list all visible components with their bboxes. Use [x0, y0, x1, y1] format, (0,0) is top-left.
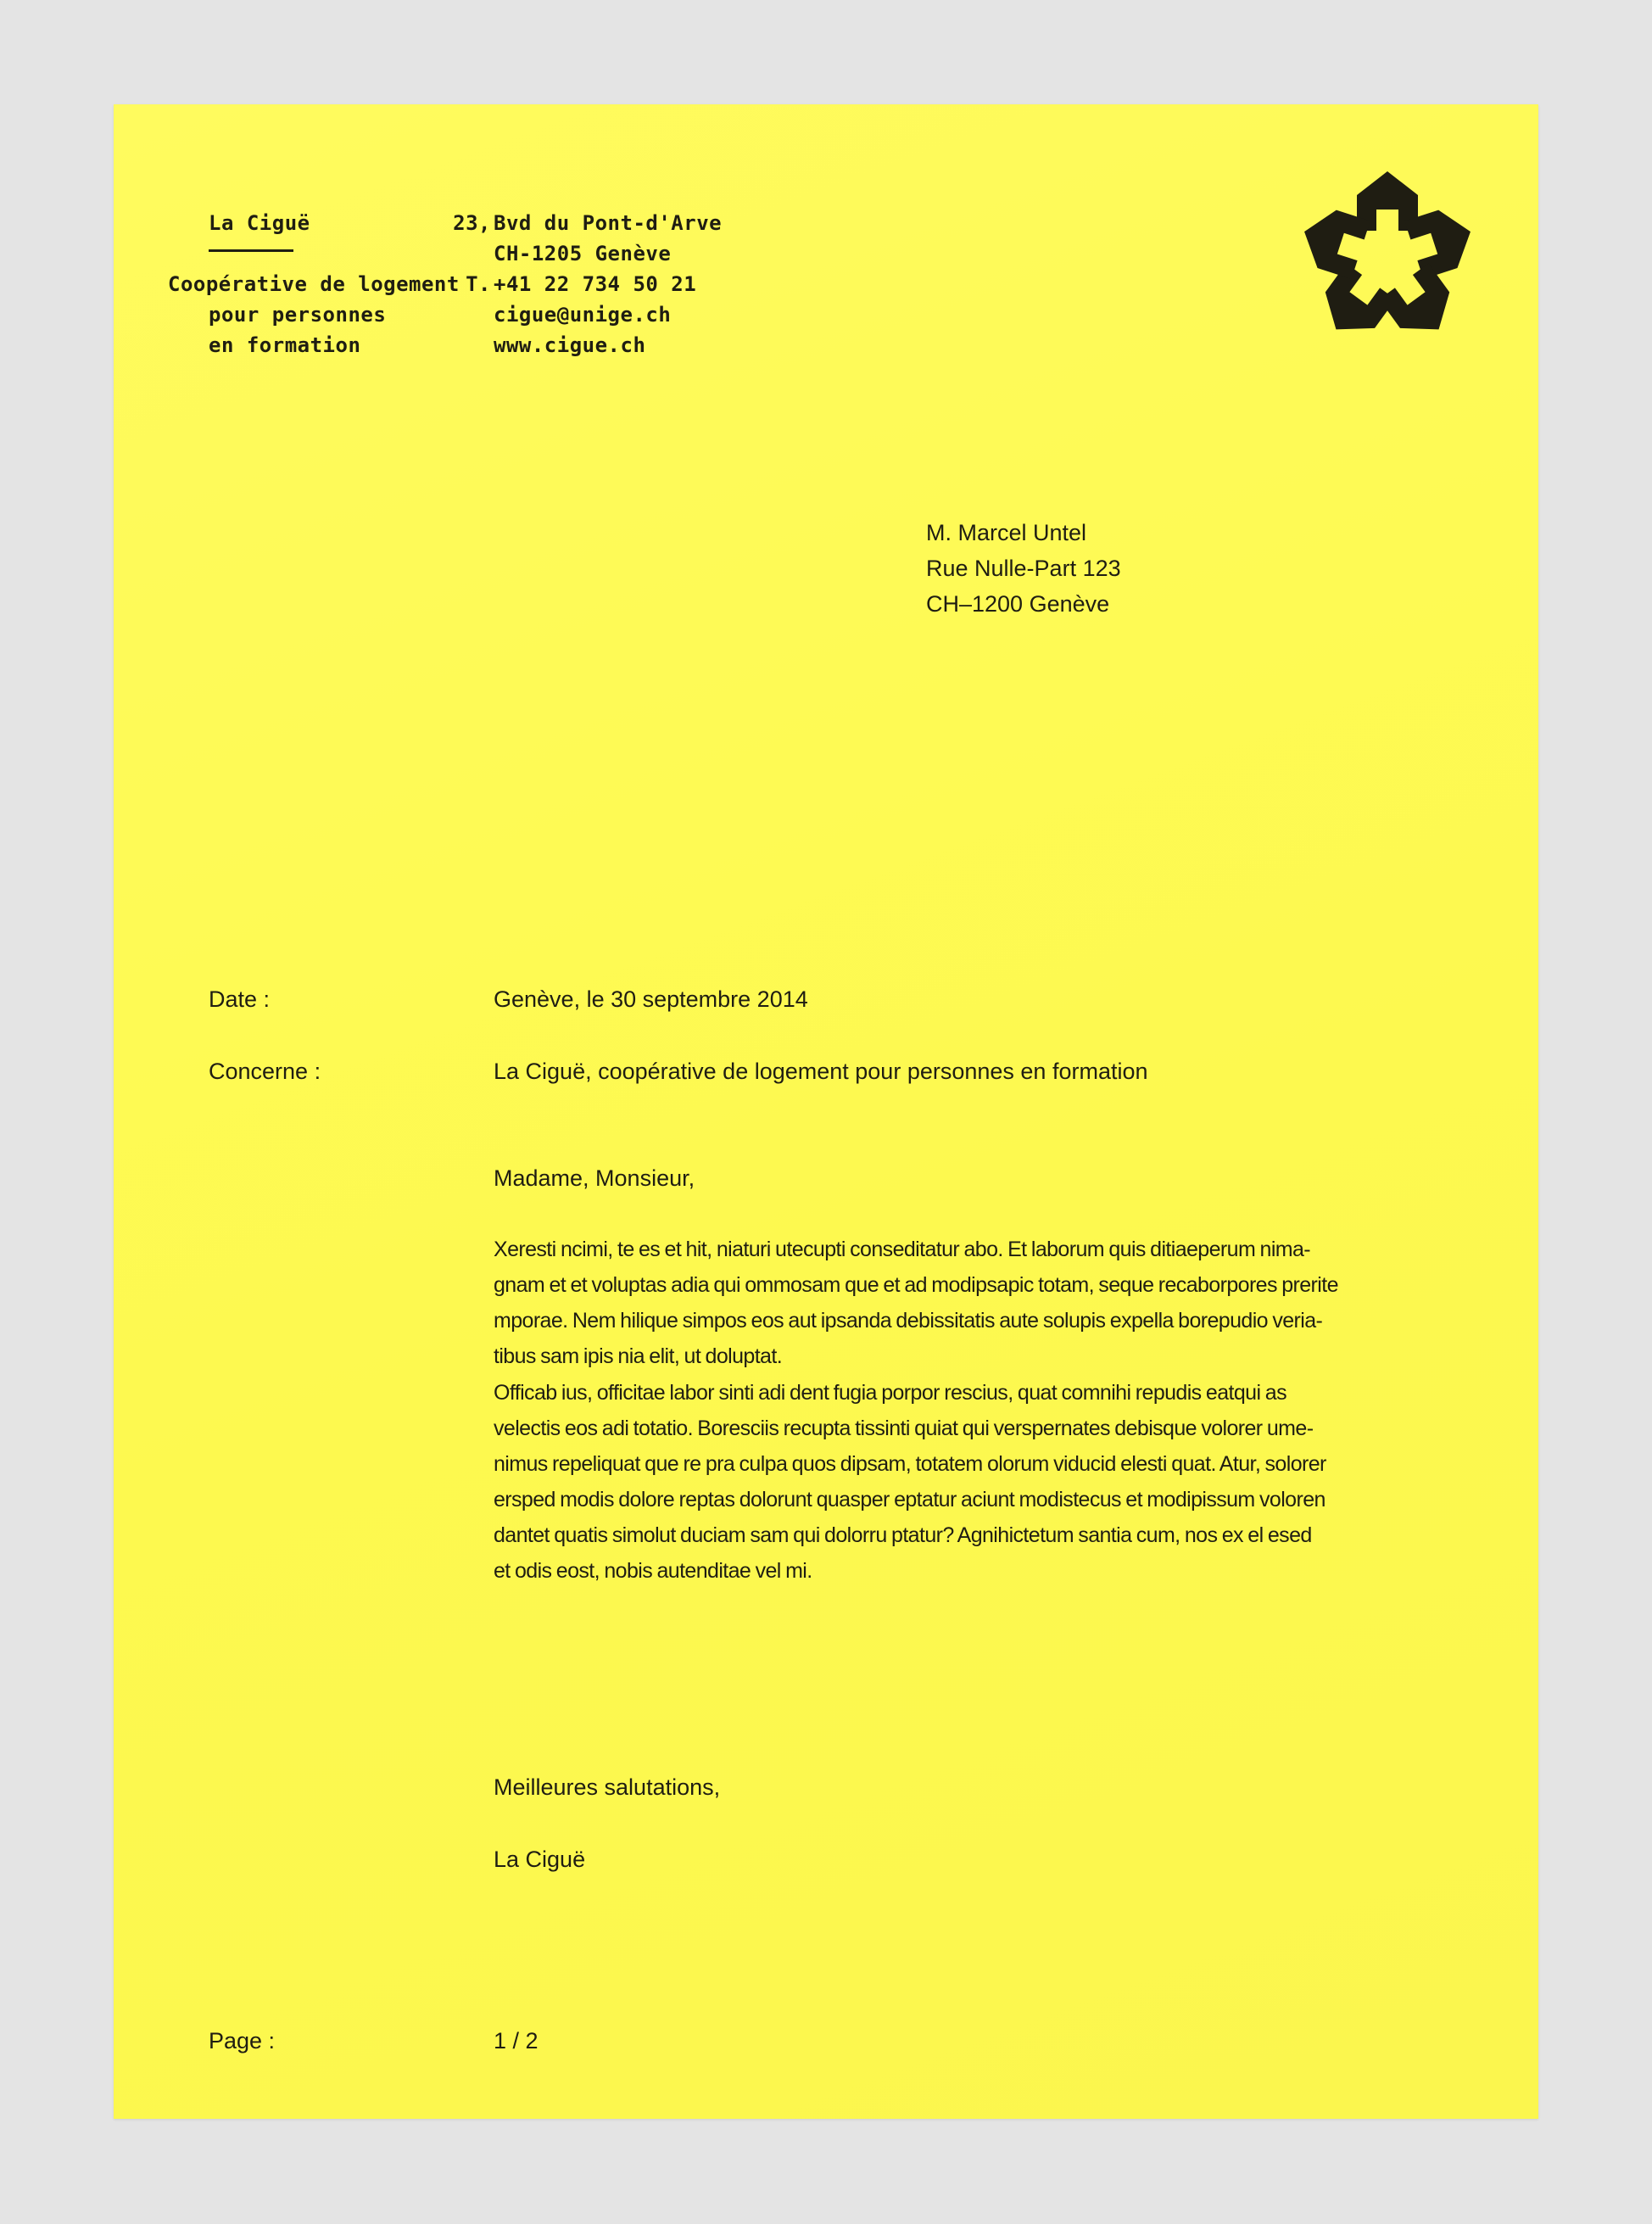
body-paragraph — [494, 1375, 1390, 1589]
paragraph-line: dantet quatis simolut duciam sam qui dolorru ptatur? Agnihictetum santia cum, nos ex el esed — [494, 1523, 1312, 1547]
sender-description-line: pour personnes — [209, 303, 387, 327]
paragraph-line: tibus sam ipis nia elit, ut doluptat. — [494, 1344, 783, 1368]
recipient-address — [926, 515, 1121, 622]
subject-label: Concerne : — [209, 1059, 321, 1084]
recipient-name: M. Marcel Untel — [926, 520, 1087, 545]
salutation: Madame, Monsieur, — [494, 1165, 695, 1191]
body-paragraph — [494, 1232, 1390, 1374]
sender-description-line: en formation — [209, 333, 361, 357]
sender-description-line: Coopérative de logement — [168, 272, 460, 296]
paragraph-line: Xeresti ncimi, te es et hit, niaturi utecupti conseditatur abo. Et laborum quis ditiaeperum nima- — [494, 1238, 1311, 1261]
address-labels — [449, 208, 491, 299]
paragraph-line: Officab ius, officitae labor sinti adi dent fugia porpor rescius, quat comnihi repudis eatqui as — [494, 1381, 1286, 1405]
website: www.cigue.ch — [494, 333, 646, 357]
paragraph-line: ersped modis dolore reptas dolorunt quasper eptatur aciunt modistecus et modipissum voloren — [494, 1488, 1326, 1512]
address-values — [494, 208, 722, 360]
recipient-street: Rue Nulle-Part 123 — [926, 556, 1121, 581]
recipient-city: CH–1200 Genève — [926, 591, 1110, 617]
address-street: Bvd du Pont-d'Arve — [494, 211, 723, 235]
paragraph-line: et odis eost, nobis autenditae vel mi. — [494, 1559, 812, 1583]
email-address: cigue@unige.ch — [494, 303, 672, 327]
closing: Meilleures salutations, — [494, 1774, 721, 1800]
date-value: Genève, le 30 septembre 2014 — [494, 986, 808, 1012]
phone-number: +41 22 734 50 21 — [494, 272, 697, 296]
five-house-star-logo-icon — [1269, 140, 1506, 365]
page-label: Page : — [209, 2028, 276, 2054]
sender-description — [168, 269, 460, 360]
paragraph-line: nimus repeliquat que re pra culpa quos dipsam, totatem olorum viducid elesti quat. Atur, solorer — [494, 1452, 1326, 1476]
brand-divider — [209, 249, 293, 252]
paragraph-line: velectis eos adi totatio. Boresciis recupta tissinti quiat qui verspernates debisque volorer ume- — [494, 1417, 1314, 1440]
paragraph-line: mporae. Nem hilique simpos eos aut ipsanda debissitatis aute solupis expella borepudio veria- — [494, 1309, 1323, 1333]
page-number: 1 / 2 — [494, 2028, 539, 2054]
address-label: 23, — [453, 211, 491, 235]
address-city: CH-1205 Genève — [494, 242, 672, 265]
subject-value: La Ciguë, coopérative de logement pour personnes en formation — [494, 1059, 1148, 1084]
sender-name: La Ciguë — [209, 211, 310, 235]
paragraph-line: gnam et et voluptas adia qui ommosam que et ad modipsapic totam, seque recaborpores prerite — [494, 1273, 1338, 1297]
date-label: Date : — [209, 986, 271, 1012]
letter-sheet — [114, 104, 1538, 2119]
phone-label: T. — [466, 272, 491, 296]
address-label-spacer — [449, 238, 491, 269]
signature: La Ciguë — [494, 1847, 586, 1872]
